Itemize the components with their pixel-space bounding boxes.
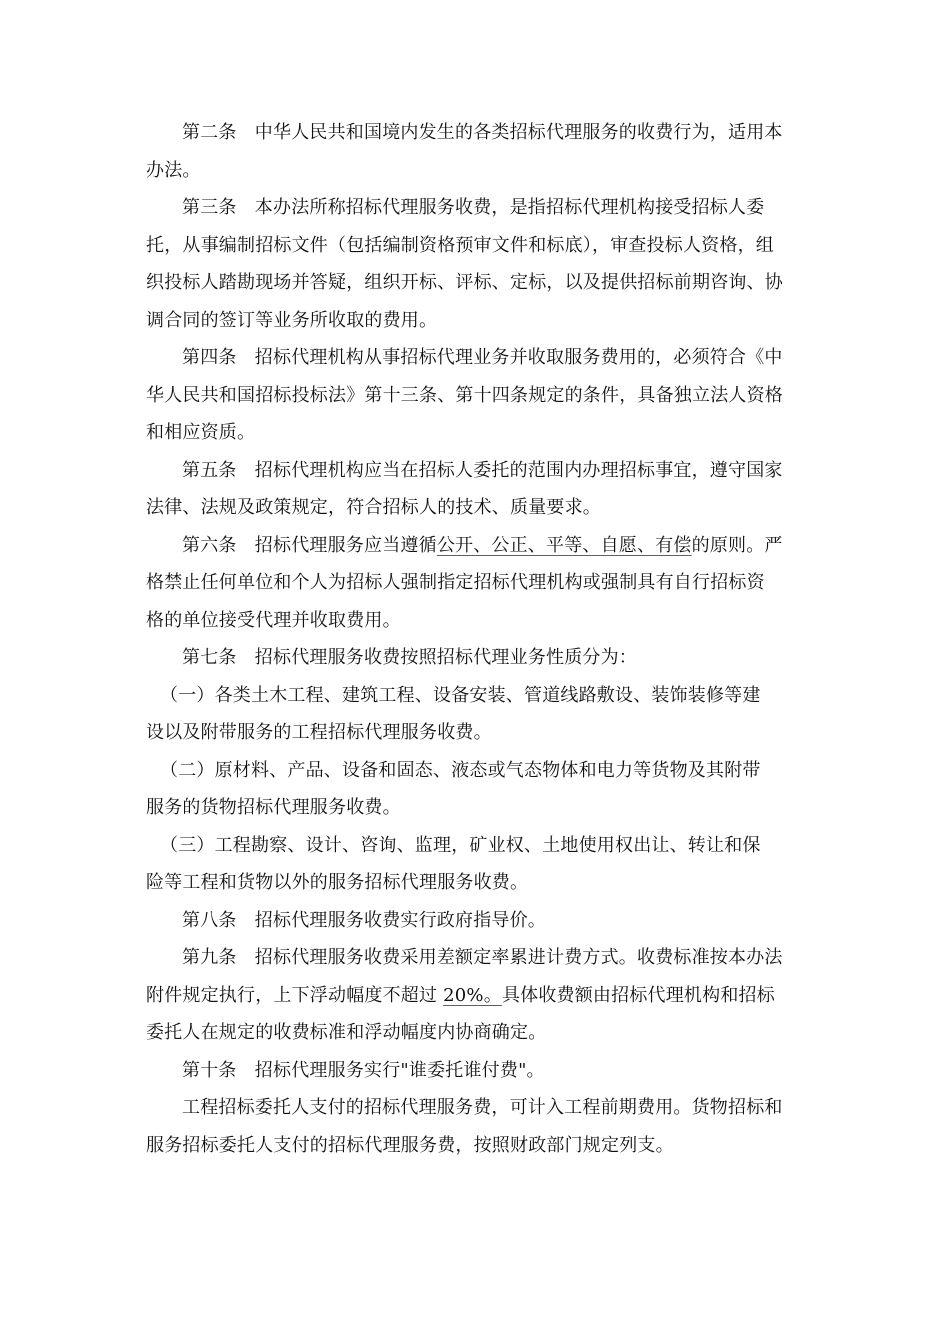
article-6-line-2: 格禁止任何单位和个人为招标人强制指定招标代理机构或强制具有自行招标资 bbox=[146, 572, 765, 593]
article-3-line-3: 织投标人踏勘现场并答疑，组织开标、评标、定标，以及提供招标前期咨询、协 bbox=[146, 272, 783, 293]
article-7-item-1-line-2: 设以及附带服务的工程招标代理服务收费。 bbox=[146, 722, 492, 743]
article-7-item-3-line-2: 险等工程和货物以外的服务招标代理服务收费。 bbox=[146, 872, 529, 893]
article-7-item-1-line-1: （一）各类土木工程、建筑工程、设备安装、管道线路敷设、装饰装修等建 bbox=[160, 685, 761, 706]
article-6-line-1-prefix: 第六条 招标代理服务应当遵循 bbox=[182, 535, 437, 556]
article-9-line-2-suffix: 具体收费额由招标代理机构和招标 bbox=[501, 985, 775, 1006]
article-7-item-2-line-2: 服务的货物招标代理服务收费。 bbox=[146, 797, 401, 818]
article-4-line-1: 第四条 招标代理机构从事招标代理业务并收取服务费用的，必须符合《中 bbox=[182, 347, 783, 368]
article-6-line-3: 格的单位接受代理并收取费用。 bbox=[146, 610, 401, 631]
article-7-line-1: 第七条 招标代理服务收费按照招标代理业务性质分为： bbox=[182, 647, 637, 668]
article-6-line-1-suffix: 的原则。严 bbox=[691, 535, 783, 556]
article-4-line-3: 和相应资质。 bbox=[146, 422, 256, 443]
article-9-line-3: 委托人在规定的收费标准和浮动幅度内协商确定。 bbox=[146, 1022, 547, 1043]
article-9-rate-underlined: 20%。 bbox=[443, 985, 502, 1006]
article-2-line-1: 第二条 中华人民共和国境内发生的各类招标代理服务的收费行为，适用本 bbox=[182, 122, 783, 143]
article-7-item-2-line-1: （二）原材料、产品、设备和固态、液态或气态物体和电力等货物及其附带 bbox=[160, 760, 761, 781]
article-9-line-2-prefix: 附件规定执行，上下浮动幅度不超过 bbox=[146, 985, 444, 1006]
article-9-line-2 bbox=[146, 984, 810, 1008]
article-6-line-1 bbox=[182, 534, 810, 558]
article-4-line-2: 华人民共和国招标投标法》第十三条、第十四条规定的条件，具备独立法人资格 bbox=[146, 385, 783, 406]
article-5-line-1: 第五条 招标代理机构应当在招标人委托的范围内办理招标事宜，遵守国家 bbox=[182, 460, 783, 481]
article-9-line-1: 第九条 招标代理服务收费采用差额定率累进计费方式。收费标准按本办法 bbox=[182, 947, 783, 968]
article-6-principles-underlined: 公开、公正、平等、自愿、有偿 bbox=[436, 535, 692, 556]
article-10-para-2-line-2: 服务招标委托人支付的招标代理服务费，按照财政部门规定列支。 bbox=[146, 1135, 674, 1156]
article-3-line-2: 托，从事编制招标文件（包括编制资格预审文件和标底），审查投标人资格，组 bbox=[146, 235, 774, 256]
article-3-line-1: 第三条 本办法所称招标代理服务收费，是指招标代理机构接受招标人委 bbox=[182, 197, 765, 218]
article-5-line-2: 法律、法规及政策规定，符合招标人的技术、质量要求。 bbox=[146, 497, 601, 518]
article-7-item-3-line-1: （三）工程勘察、设计、咨询、监理，矿业权、土地使用权出让、转让和保 bbox=[160, 835, 761, 856]
article-2-line-2: 办法。 bbox=[146, 160, 201, 181]
article-10-line-1: 第十条 招标代理服务实行"谁委托谁付费"。 bbox=[182, 1060, 545, 1081]
article-10-para-2-line-1: 工程招标委托人支付的招标代理服务费，可计入工程前期费用。货物招标和 bbox=[182, 1097, 783, 1118]
article-8-line-1: 第八条 招标代理服务收费实行政府指导价。 bbox=[182, 910, 546, 931]
article-3-line-4: 调合同的签订等业务所收取的费用。 bbox=[146, 310, 438, 331]
